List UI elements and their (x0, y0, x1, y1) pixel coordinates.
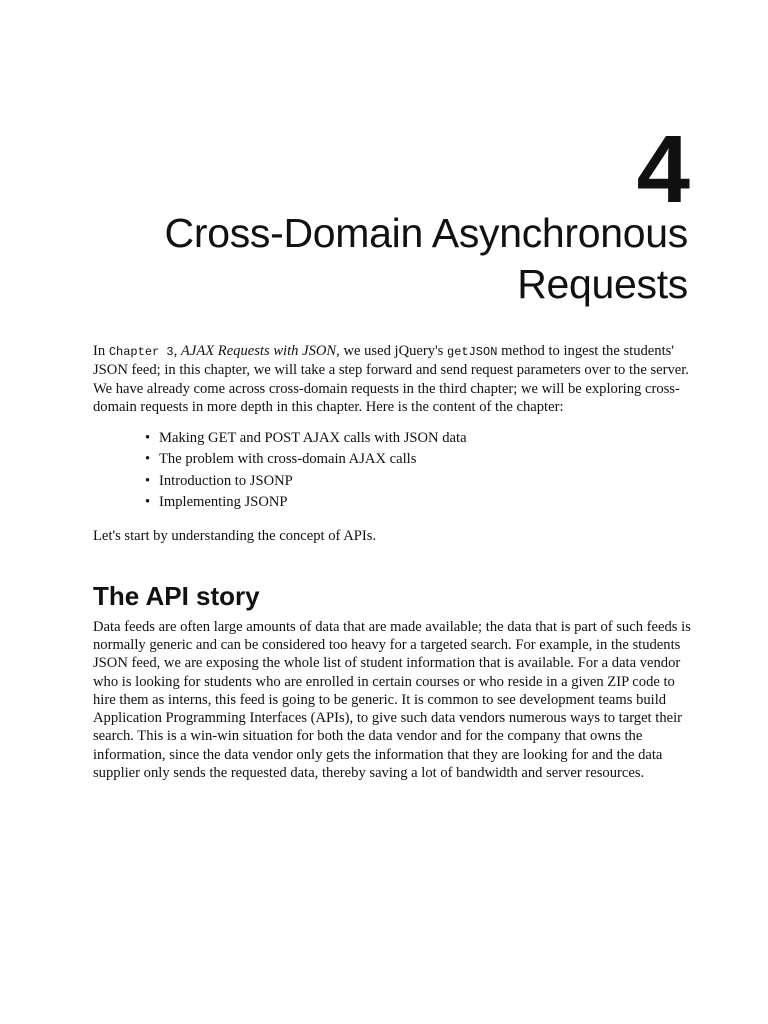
list-item (145, 449, 693, 470)
intro-paragraph (93, 342, 693, 416)
chapter-content (93, 342, 693, 782)
intro-separator: , (173, 343, 181, 359)
list-item-text: Implementing JSONP (159, 494, 288, 511)
intro-suffix: method to ingest the students' JSON feed; in this chapter, we will take a step forward and send request parameters over to the server. We have already come across cross-domain requests in the third chapter; we will be exploring cross-domain requests in more depth in this chapter. Here is the content of the chapter: (93, 343, 689, 415)
transition-paragraph: Let's start by understanding the concept of APIs. (93, 528, 377, 545)
bullet-icon: • (145, 451, 151, 468)
intro-middle: , we used jQuery's (336, 343, 447, 359)
chapter-reference: Chapter 3 (108, 345, 174, 359)
list-item (145, 428, 693, 449)
section-body-paragraph: Data feeds are often large amounts of data that are made available; the data that is part of such feeds is normally generic and can be considered too heavy for a targeted search. For example, in the students JSON feed, we are exposing the whole list of student information that is available. For a data vendor who is looking for students who are enrolled in certain courses or who reside in a given ZIP code to hire them as interns, this feed is going to be generic. It is common to see development teams build Application Programming Interfaces (APIs), to give such data vendors numerous ways to target their search. This is a win-win situation for both the data vendor and for the company that owns the information, since the data vendor only gets the information that they are looking for and the data supplier only sends the requested data, thereby saving a lot of bandwidth and server resources. (93, 618, 691, 782)
list-item-text: Introduction to JSONP (159, 472, 293, 489)
chapter-title: Cross-Domain Asynchronous Requests (164, 210, 688, 307)
method-name: getJSON (447, 345, 498, 359)
chapter-number: 4 (636, 116, 690, 223)
list-item-text: Making GET and POST AJAX calls with JSON data (159, 430, 467, 447)
bullet-icon: • (145, 494, 151, 511)
bullet-icon: • (145, 430, 151, 447)
intro-prefix: In (93, 343, 109, 359)
chapter-contents-list (93, 428, 693, 513)
list-item (145, 471, 693, 492)
section-heading: The API story (93, 580, 260, 611)
bullet-icon: • (145, 472, 151, 489)
list-item (145, 492, 693, 513)
list-item-text: The problem with cross-domain AJAX calls (159, 451, 417, 468)
chapter-reference-title: AJAX Requests with JSON (180, 343, 337, 359)
